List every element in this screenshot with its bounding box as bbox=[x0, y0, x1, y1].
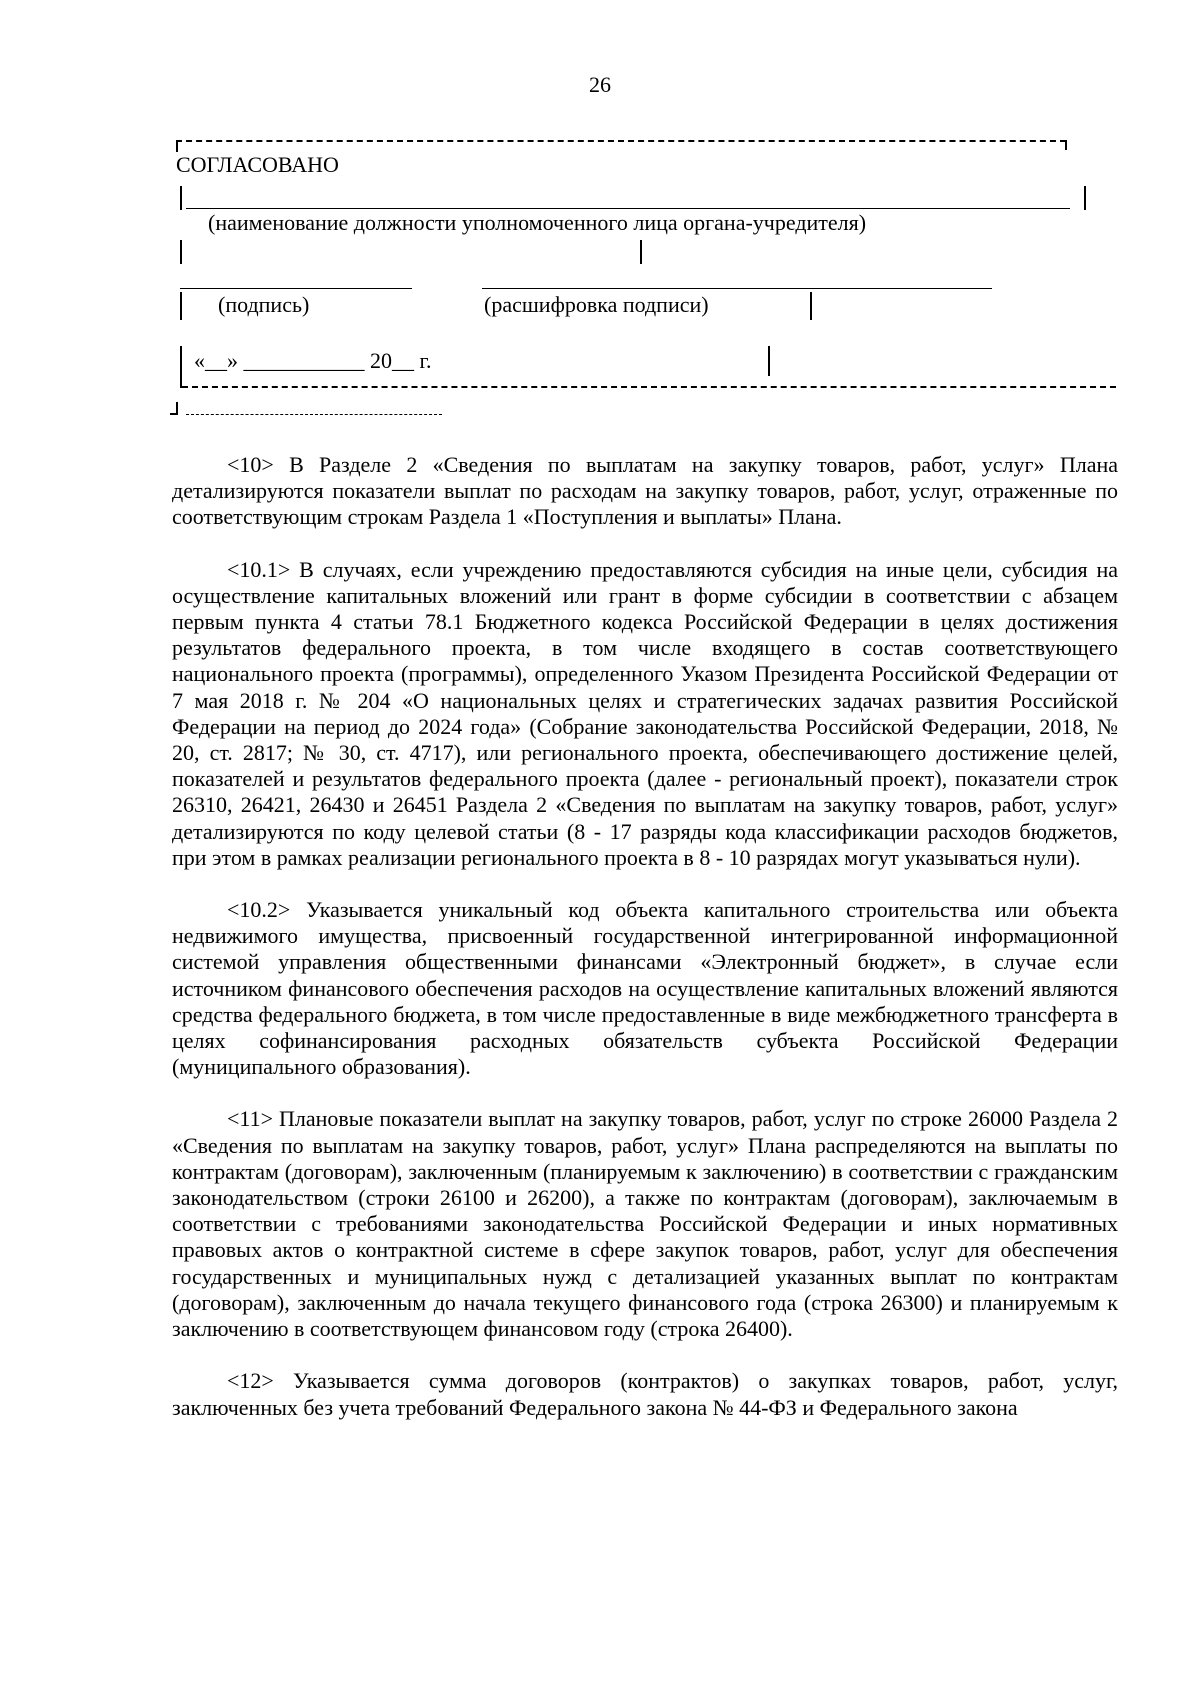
decoding-caption: (расшифровка подписи) bbox=[484, 292, 709, 317]
footnote-10-2: <10.2> Указывается уникальный код объекта капитального строительства или объекта недвижимого имущества, присвоенный государственной интегрированной информационной системой управления общественными финансами «Электронный бюджет», в случае если источником финансового обеспечения расходов на осуществление капитальных вложений являются средства федерального бюджета, в том числе предоставленные в виде межбюджетного трансферта в целях софинансирования расходных обязательств субъекта Российской Федерации (муниципального образования). bbox=[172, 897, 1118, 1080]
footnote-separator bbox=[186, 414, 442, 415]
decoding-line bbox=[482, 288, 992, 289]
stamp-left-bar-1 bbox=[180, 186, 182, 210]
stamp-corner-bottom-left-h bbox=[170, 413, 178, 415]
date-line: «__» ___________ 20__ г. bbox=[194, 348, 432, 373]
stamp-mid-bar-4 bbox=[768, 346, 770, 376]
footnotes bbox=[172, 452, 1118, 1447]
signature-line bbox=[180, 288, 412, 289]
stamp-mid-bar-3 bbox=[810, 292, 812, 320]
footnote-11: <11> Плановые показатели выплат на закупку товаров, работ, услуг по строке 26000 Раздела 2 «Сведения по выплатам на закупку товаров, работ, услуг» Плана распределяются на выплаты по контрактам (договорам), заключенным (планируемым к заключению) в соответствии с гражданским законодательством (строки 26100 и 26200), а также по контрактам (договорам), заключаемым в соответствии с требованиями законодательства Российской Федерации и иных нормативных правовых актов о контрактной системе в сфере закупок товаров, работ, услуг для обеспечения государственных и муниципальных нужд с детализацией указанных выплат по контрактам (договорам), заключенным до начала текущего финансового года (строка 26300) и планируемым к заключению в соответствующем финансовом году (строка 26400). bbox=[172, 1106, 1118, 1342]
stamp-top-border bbox=[176, 140, 1066, 142]
footnote-12: <12> Указывается сумма договоров (контрактов) о закупках товаров, работ, услуг, заключенных без учета требований Федерального закона № 44-ФЗ и Федерального закона bbox=[172, 1368, 1118, 1420]
signature-caption: (подпись) bbox=[218, 292, 310, 317]
page-number: 26 bbox=[589, 72, 611, 97]
stamp-left-bar-2 bbox=[180, 240, 182, 264]
stamp-left-bar-4 bbox=[180, 346, 182, 388]
stamp-heading: СОГЛАСОВАНО bbox=[176, 152, 339, 177]
stamp-corner-top-right bbox=[1065, 140, 1067, 150]
footnote-10: <10> В Разделе 2 «Сведения по выплатам на закупку товаров, работ, услуг» Плана детализируются показатели выплат по расходам на закупку товаров, работ, услуг, отраженные по соответствующим строкам Раздела 1 «Поступления и выплаты» Плана. bbox=[172, 452, 1118, 530]
position-line bbox=[186, 208, 1070, 209]
footnote-10-1: <10.1> В случаях, если учреждению предоставляются субсидия на иные цели, субсидия на осуществление капитальных вложений или грант в форме субсидии в соответствии с абзацем первым пункта 4 статьи 78.1 Бюджетного кодекса Российской Федерации в целях достижения результатов федерального проекта, в том числе входящего в состав соответствующего национального проекта (программы), определенного Указом Президента Российской Федерации от 7 мая 2018 г. № 204 «О национальных целях и стратегических задачах развития Российской Федерации на период до 2024 года» (Собрание законодательства Российской Федерации, 2018, № 20, ст. 2817; № 30, ст. 4717), или регионального проекта, обеспечивающего достижение целей, показателей и результатов федерального проекта (далее - региональный проект), показатели строк 26310, 26421, 26430 и 26451 Раздела 2 «Сведения по выплатам на закупку товаров, работ, услуг» детализируются по коду целевой статьи (8 - 17 разряды кода классификации расходов бюджетов, при этом в рамках реализации регионального проекта в 8 - 10 разрядах могут указываться нули). bbox=[172, 556, 1118, 870]
stamp-mid-bar-2 bbox=[640, 240, 642, 264]
position-caption: (наименование должности уполномоченного лица органа-учредителя) bbox=[208, 210, 867, 235]
stamp-right-bar-1 bbox=[1084, 186, 1086, 210]
stamp-bottom-border bbox=[182, 386, 1116, 388]
stamp-left-bar-3 bbox=[180, 292, 182, 320]
approval-stamp bbox=[0, 0, 1200, 430]
